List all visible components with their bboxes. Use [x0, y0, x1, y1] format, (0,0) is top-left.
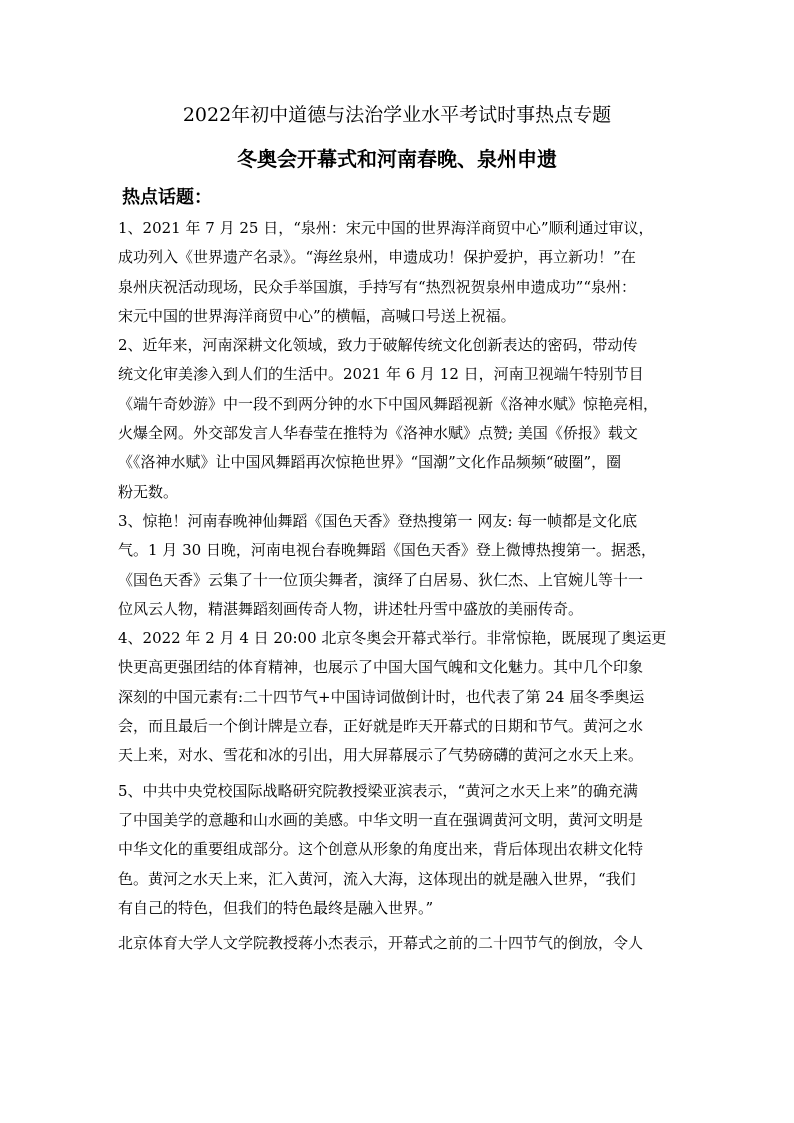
paragraph-5	[118, 777, 678, 923]
paragraph-3	[118, 507, 678, 624]
section-heading: 热点话题：	[122, 187, 212, 208]
paragraph-line: 天上来，对水、雪花和冰的引出，用大屏幕展示了气势磅礴的黄河之水天上来。	[118, 746, 644, 765]
paragraph-line: 深刻的中国元素有:二十四节气+中国诗词做倒计时，也代表了第 24 届冬季奥运	[118, 687, 645, 706]
paragraph-line: 中华文化的重要组成部分。这个创意从形象的角度出来，背后体现出农耕文化特	[118, 840, 644, 859]
paragraph-line: 《端午奇妙游》中一段不到两分钟的水下中国风舞蹈视新《洛神水赋》惊艳亮相，	[118, 394, 659, 413]
paragraph-line: 北京体育大学人文学院教授蒋小杰表示，开幕式之前的二十四节气的倒放，令人	[118, 934, 644, 953]
paragraph-line: 成功列入《世界遗产名录》。“海丝泉州，申遗成功！保护爱护，再立新功！”在	[118, 248, 636, 267]
paragraph-line: 1、2021 年 7 月 25 日，“泉州：宋元中国的世界海洋商贸中心”顺利通过审议，	[118, 219, 654, 237]
paragraph-line: 火爆全网。外交部发言人华春莹在推特为《洛神水赋》点赞; 美国《侨报》载文	[118, 424, 638, 443]
paragraph-line: 了中国美学的意趣和山水画的美感。中华文明一直在强调黄河文明，黄河文明是	[118, 810, 644, 829]
paragraph-line: 3、惊艳！河南春晚神仙舞蹈《国色天香》登热搜第一 网友: 每一帧都是文化底	[118, 511, 638, 530]
paragraph-line: 宋元中国的世界海洋商贸中心”的横幅，高喊口号送上祝福。	[118, 306, 516, 325]
paragraph-line: 5、中共中央党校国际战略研究院教授梁亚滨表示，“黄河之水天上来”的确充满	[118, 781, 638, 800]
paragraph-line: 2、近年来，河南深耕文化领域，致力于破解传统文化创新表达的密码，带动传	[118, 336, 638, 355]
paragraph-line: 色。黄河之水天上来，汇入黄河，流入大海，这体现出的就是融入世界，“我们	[118, 869, 636, 888]
document-body	[118, 214, 678, 958]
paragraph-line: 4、2022 年 2 月 4 日 20:00 北京冬奥会开幕式举行。非常惊艳，既展现了奥运更	[118, 629, 667, 648]
paragraph-line: 《《洛神水赋》让中国风舞蹈再次惊艳世界》“国潮”文化作品频频“破圈”，圈	[118, 453, 622, 472]
paragraph-line: 有自己的特色，但我们的特色最终是融入世界。”	[118, 898, 434, 917]
paragraph-line: 位风云人物，精湛舞蹈刻画传奇人物，讲述牡丹雪中盛放的美丽传奇。	[118, 599, 584, 618]
paragraph-line: 会，而且最后一个倒计牌是立春，正好就是昨天开幕式的日期和节气。黄河之水	[118, 717, 644, 736]
paragraph-line: 粉无数。	[118, 482, 179, 501]
document-subtitle: 冬奥会开幕式和河南春晚、泉州申遗	[237, 147, 557, 171]
paragraph-line: 气。1 月 30 日晚，河南电视台春晚舞蹈《国色天香》登上微博热搜第一。据悉，	[118, 541, 656, 560]
paragraph-6	[118, 929, 678, 958]
paragraph-line: 统文化审美渗入到人们的生活中。2021 年 6 月 12 日，河南卫视端午特别节目	[118, 365, 644, 384]
paragraph-2	[118, 331, 678, 507]
paragraph-1	[118, 214, 678, 331]
paragraph-4	[118, 624, 678, 770]
paragraph-line: 快更高更强团结的体育精神，也展示了中国大国气魄和文化魅力。其中几个印象	[118, 658, 644, 677]
paragraph-line: 泉州庆祝活动现场，民众手举国旗，手持写有“热烈祝贺泉州申遗成功”“泉州：	[118, 277, 637, 296]
paragraph-line: 《国色天香》云集了十一位顶尖舞者，演绎了白居易、狄仁杰、上官婉儿等十一	[118, 570, 644, 589]
document-title: 2022年初中道德与法治学业水平考试时事热点专题	[182, 104, 612, 126]
